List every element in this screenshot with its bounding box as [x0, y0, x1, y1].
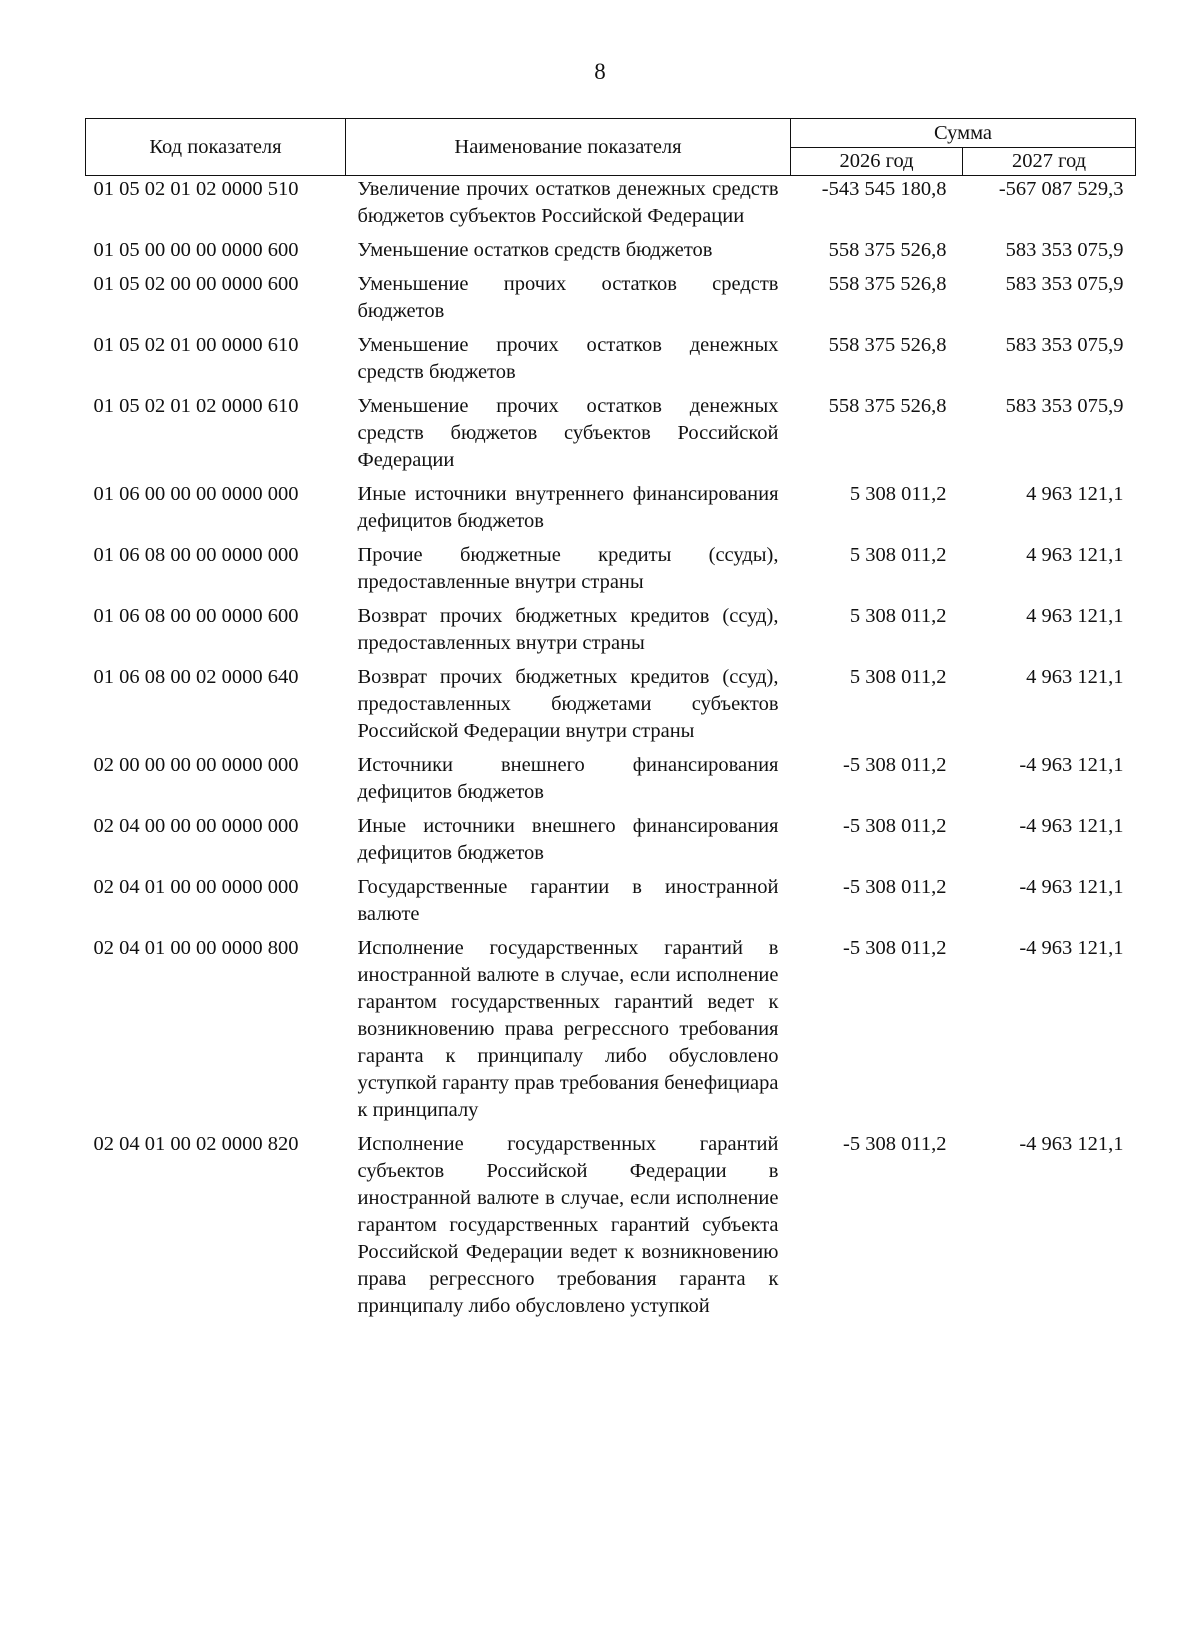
row-value-2026: -5 308 011,2: [843, 937, 947, 959]
row-value-2027: -4 963 121,1: [1019, 754, 1124, 776]
table-row: [86, 813, 1136, 874]
row-name: Прочие бюджетные кредиты (ссуды), предоставленные внутри страны: [357, 544, 779, 593]
row-value-2026: -5 308 011,2: [843, 754, 947, 776]
row-name: Уменьшение прочих остатков средств бюджетов: [357, 273, 779, 322]
table-row: [86, 542, 1136, 603]
row-value-2027: 4 963 121,1: [1026, 483, 1124, 505]
row-value-2026: -5 308 011,2: [843, 876, 947, 898]
row-value-2026: 5 308 011,2: [849, 544, 947, 566]
header-sum: Сумма: [791, 119, 1136, 148]
table-header: [86, 119, 1136, 176]
table-row: [86, 237, 1136, 271]
row-name: Исполнение государственных гарантий в иностранной валюте в случае, если исполнение гарантом государственных гарантий ведет к возникновению права регрессного требования гаранта к принципалу либо обусловлено уступкой гаранту прав требования бенефициара к принципалу: [357, 937, 779, 1121]
row-code: 01 05 02 01 02 0000 510: [93, 178, 299, 200]
row-name: Возврат прочих бюджетных кредитов (ссуд), предоставленных бюджетами субъектов Российской Федерации внутри страны: [357, 666, 779, 742]
row-value-2027: 4 963 121,1: [1026, 666, 1124, 688]
row-value-2027: -4 963 121,1: [1019, 1133, 1124, 1155]
row-code: 02 00 00 00 00 0000 000: [93, 754, 299, 776]
row-value-2026: 558 375 526,8: [828, 334, 947, 356]
table-row: [86, 752, 1136, 813]
table-row: [86, 935, 1136, 1131]
row-value-2026: -543 545 180,8: [821, 178, 947, 200]
row-name: Иные источники внешнего финансирования дефицитов бюджетов: [357, 815, 779, 864]
table-row: [86, 393, 1136, 481]
budget-sources-table-container: [85, 118, 1135, 1327]
row-value-2026: 558 375 526,8: [828, 273, 947, 295]
row-value-2027: 583 353 075,9: [1005, 334, 1124, 356]
row-value-2027: -4 963 121,1: [1019, 937, 1124, 959]
row-name: Уменьшение остатков средств бюджетов: [357, 239, 713, 261]
row-name: Иные источники внутреннего финансирования дефицитов бюджетов: [357, 483, 779, 532]
row-value-2027: 583 353 075,9: [1005, 273, 1124, 295]
table-row: [86, 664, 1136, 752]
row-value-2026: -5 308 011,2: [843, 815, 947, 837]
row-name: Уменьшение прочих остатков денежных средств бюджетов субъектов Российской Федерации: [357, 395, 779, 471]
row-code: 02 04 01 00 02 0000 820: [93, 1133, 299, 1155]
row-name: Исполнение государственных гарантий субъектов Российской Федерации в иностранной валюте в случае, если исполнение гарантом государственных гарантий субъекта Российской Федерации ведет к возникновению права регрессного требования гаранта к принципалу либо обусловлено уступкой: [357, 1133, 779, 1317]
table-row: [86, 332, 1136, 393]
row-value-2027: 583 353 075,9: [1005, 239, 1124, 261]
row-code: 01 05 02 01 00 0000 610: [93, 334, 299, 356]
row-code: 01 06 08 00 00 0000 600: [93, 605, 299, 627]
table-row: [86, 1131, 1136, 1327]
row-name: Увеличение прочих остатков денежных средств бюджетов субъектов Российской Федерации: [357, 178, 779, 227]
row-value-2027: 583 353 075,9: [1005, 395, 1124, 417]
table-row: [86, 271, 1136, 332]
budget-sources-table: [85, 118, 1136, 1327]
table-body: [86, 176, 1136, 1328]
header-year-2026: 2026 год: [791, 147, 963, 176]
row-code: 01 05 02 00 00 0000 600: [93, 273, 299, 295]
table-header-row: [86, 119, 1136, 148]
row-code: 01 06 00 00 00 0000 000: [93, 483, 299, 505]
row-code: 01 06 08 00 00 0000 000: [93, 544, 299, 566]
row-value-2026: 558 375 526,8: [828, 395, 947, 417]
row-code: 01 05 00 00 00 0000 600: [93, 239, 299, 261]
row-name: Уменьшение прочих остатков денежных средств бюджетов: [357, 334, 779, 383]
row-value-2027: -4 963 121,1: [1019, 815, 1124, 837]
header-code: Код показателя: [86, 119, 346, 176]
table-row: [86, 176, 1136, 238]
header-year-2027: 2027 год: [963, 147, 1136, 176]
row-code: 02 04 00 00 00 0000 000: [93, 815, 299, 837]
row-value-2026: 558 375 526,8: [828, 239, 947, 261]
row-code: 02 04 01 00 00 0000 000: [93, 876, 299, 898]
page-number: 8: [594, 59, 606, 84]
header-name: Наименование показателя: [346, 119, 791, 176]
row-name: Государственные гарантии в иностранной валюте: [357, 876, 779, 925]
row-code: 01 05 02 01 02 0000 610: [93, 395, 299, 417]
row-code: 02 04 01 00 00 0000 800: [93, 937, 299, 959]
table-row: [86, 874, 1136, 935]
table-row: [86, 481, 1136, 542]
row-name: Возврат прочих бюджетных кредитов (ссуд), предоставленных внутри страны: [357, 605, 779, 654]
row-code: 01 06 08 00 02 0000 640: [93, 666, 299, 688]
row-name: Источники внешнего финансирования дефицитов бюджетов: [357, 754, 779, 803]
row-value-2026: -5 308 011,2: [843, 1133, 947, 1155]
row-value-2027: 4 963 121,1: [1026, 544, 1124, 566]
row-value-2027: 4 963 121,1: [1026, 605, 1124, 627]
row-value-2027: -4 963 121,1: [1019, 876, 1124, 898]
row-value-2026: 5 308 011,2: [849, 605, 947, 627]
row-value-2027: -567 087 529,3: [998, 178, 1124, 200]
table-row: [86, 603, 1136, 664]
row-value-2026: 5 308 011,2: [849, 666, 947, 688]
row-value-2026: 5 308 011,2: [849, 483, 947, 505]
